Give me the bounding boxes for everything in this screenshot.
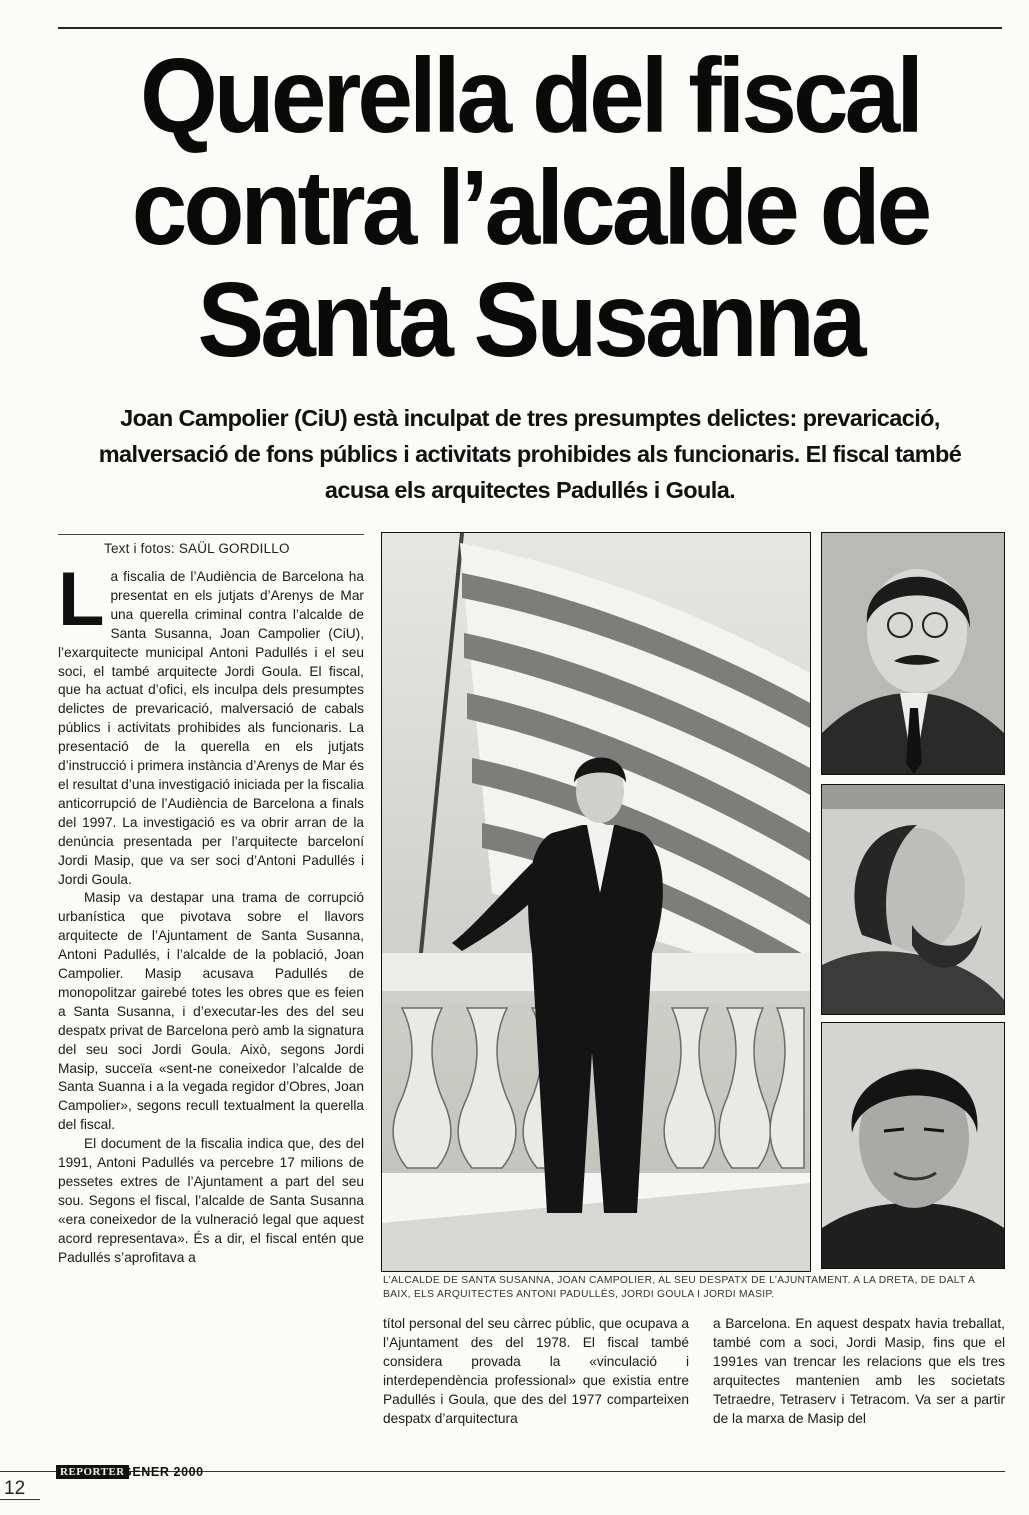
article-column-2-text: títol personal del seu càrrec públic, que ocupava a l’Ajuntament des del 1978. El fiscal també considera provada la «vinculació i interdependència professional» que existia entre Padullés i Goula, que des del 1977 comparteixen despatx d’arquitectura xyxy=(383,1316,689,1426)
article-paragraph-1-text: a fiscalia de l’Audiència de Barcelona ha presentat en els jutjats d’Arenys de Mar una querella criminal contra l’alcalde de Santa Susanna, Joan Campolier (CiU), l’exarquitecte municipal Antoni Padullés i el seu soci, el també arquitecte Jordi Goula. El fiscal, que ha actuat d’ofici, els inculpa dels presumptes delictes de prevaricació, malversació de cabals públics i activitats prohibides als funcionaris. La presentació de la querella en els jutjats d’instrucció i primera instància d’Arenys de Mar és el resultat d’una investigació iniciada per la fiscalia anticorrupció de l’Audiència de Barcelona a finals del 1997. La investigació es va obrir arran de la denúncia presentada per l’arquitecte barceloní Jordi Masip, que va ser soci d’Antoni Padullés i Jordi Goula. xyxy=(58,569,364,887)
byline-rule xyxy=(58,534,364,535)
main-photo-mayor xyxy=(381,532,811,1272)
article-paragraph-2: Masip va destapar una trama de corrupció urbanística que pivotava sobre el llavors arquitecte de l’Ajuntament de Santa Susanna, Antoni Padullés, i l’alcalde de la població, Joan Campolier. Masip acusava Padullés de monopolitzar gairebé totes les obres que es feien a Santa Susanna, i d’executar-les des del seu despatx privat de Barcelona però amb la signatura del seu soci Jordi Goula. Això, segons Jordi Masip, succeïa «sent-ne coneixedor l’alcalde de Santa Suanna i a la vegada regidor d’Obres, Joan Campolier», segons recull textualment la querella del fiscal. xyxy=(58,890,364,1133)
magazine-logo: REPORTER xyxy=(56,1465,129,1479)
article-paragraph-3: El document de la fiscalia indica que, des del 1991, Antoni Padullés va percebre 17 milions de pessetes extres de l’Ajuntament a part del seu sou. Segons el fiscal, l’alcalde de Santa Susanna «era coneixedor de la vulneració legal que aquest acord representava». És a dir, el fiscal entén que Padullés s’aprofitava a xyxy=(58,1136,364,1265)
article-column-2 xyxy=(383,1315,689,1428)
page-number-rule xyxy=(0,1499,40,1500)
article-column-1 xyxy=(58,557,364,1268)
issue-date: GENER 2000 xyxy=(122,1465,204,1479)
headline-line-3: Santa Susanna xyxy=(197,260,863,380)
headline-line-2: contra l’alcalde de xyxy=(131,148,929,268)
article-column-3 xyxy=(713,1315,1005,1428)
photo-caption: L’ALCALDE DE SANTA SUSANNA, JOAN CAMPOLIER, AL SEU DESPATX DE L’AJUNTAMENT. A LA DRETA, DE DALT A BAIX, ELS ARQUITECTES ANTONI PADULLÉS, JORDI GOULA I JORDI MASIP. xyxy=(383,1275,975,1300)
headline xyxy=(50,36,1010,380)
portrait-antoni-padulles xyxy=(821,532,1005,775)
page-number: 12 xyxy=(4,1478,26,1499)
top-rule xyxy=(58,27,1002,29)
portrait-jordi-goula xyxy=(821,784,1005,1015)
article-column-3-text: a Barcelona. En aquest despatx havia treballat, també com a soci, Jordi Masip, fins que el 1991es van trencar les relacions que els tres arquitectes mantenien amb les societats Tetraedre, Tetraserv i Tetracom. Va ser a partir de la marxa de Masip del xyxy=(713,1316,1005,1426)
headline-line-1: Querella del fiscal xyxy=(140,36,920,156)
standfirst: Joan Campolier (CiU) està inculpat de tres presumptes delictes: prevaricació, malversació de fons públics i activitats prohibides als funcionaris. El fiscal també acusa els arquitectes Padullés i Goula. xyxy=(98,405,962,503)
portrait-jordi-masip xyxy=(821,1022,1005,1269)
byline: Text i fotos: SAÜL GORDILLO xyxy=(104,541,290,556)
drop-cap: L xyxy=(58,557,105,642)
article-paragraph-1 xyxy=(58,557,364,889)
